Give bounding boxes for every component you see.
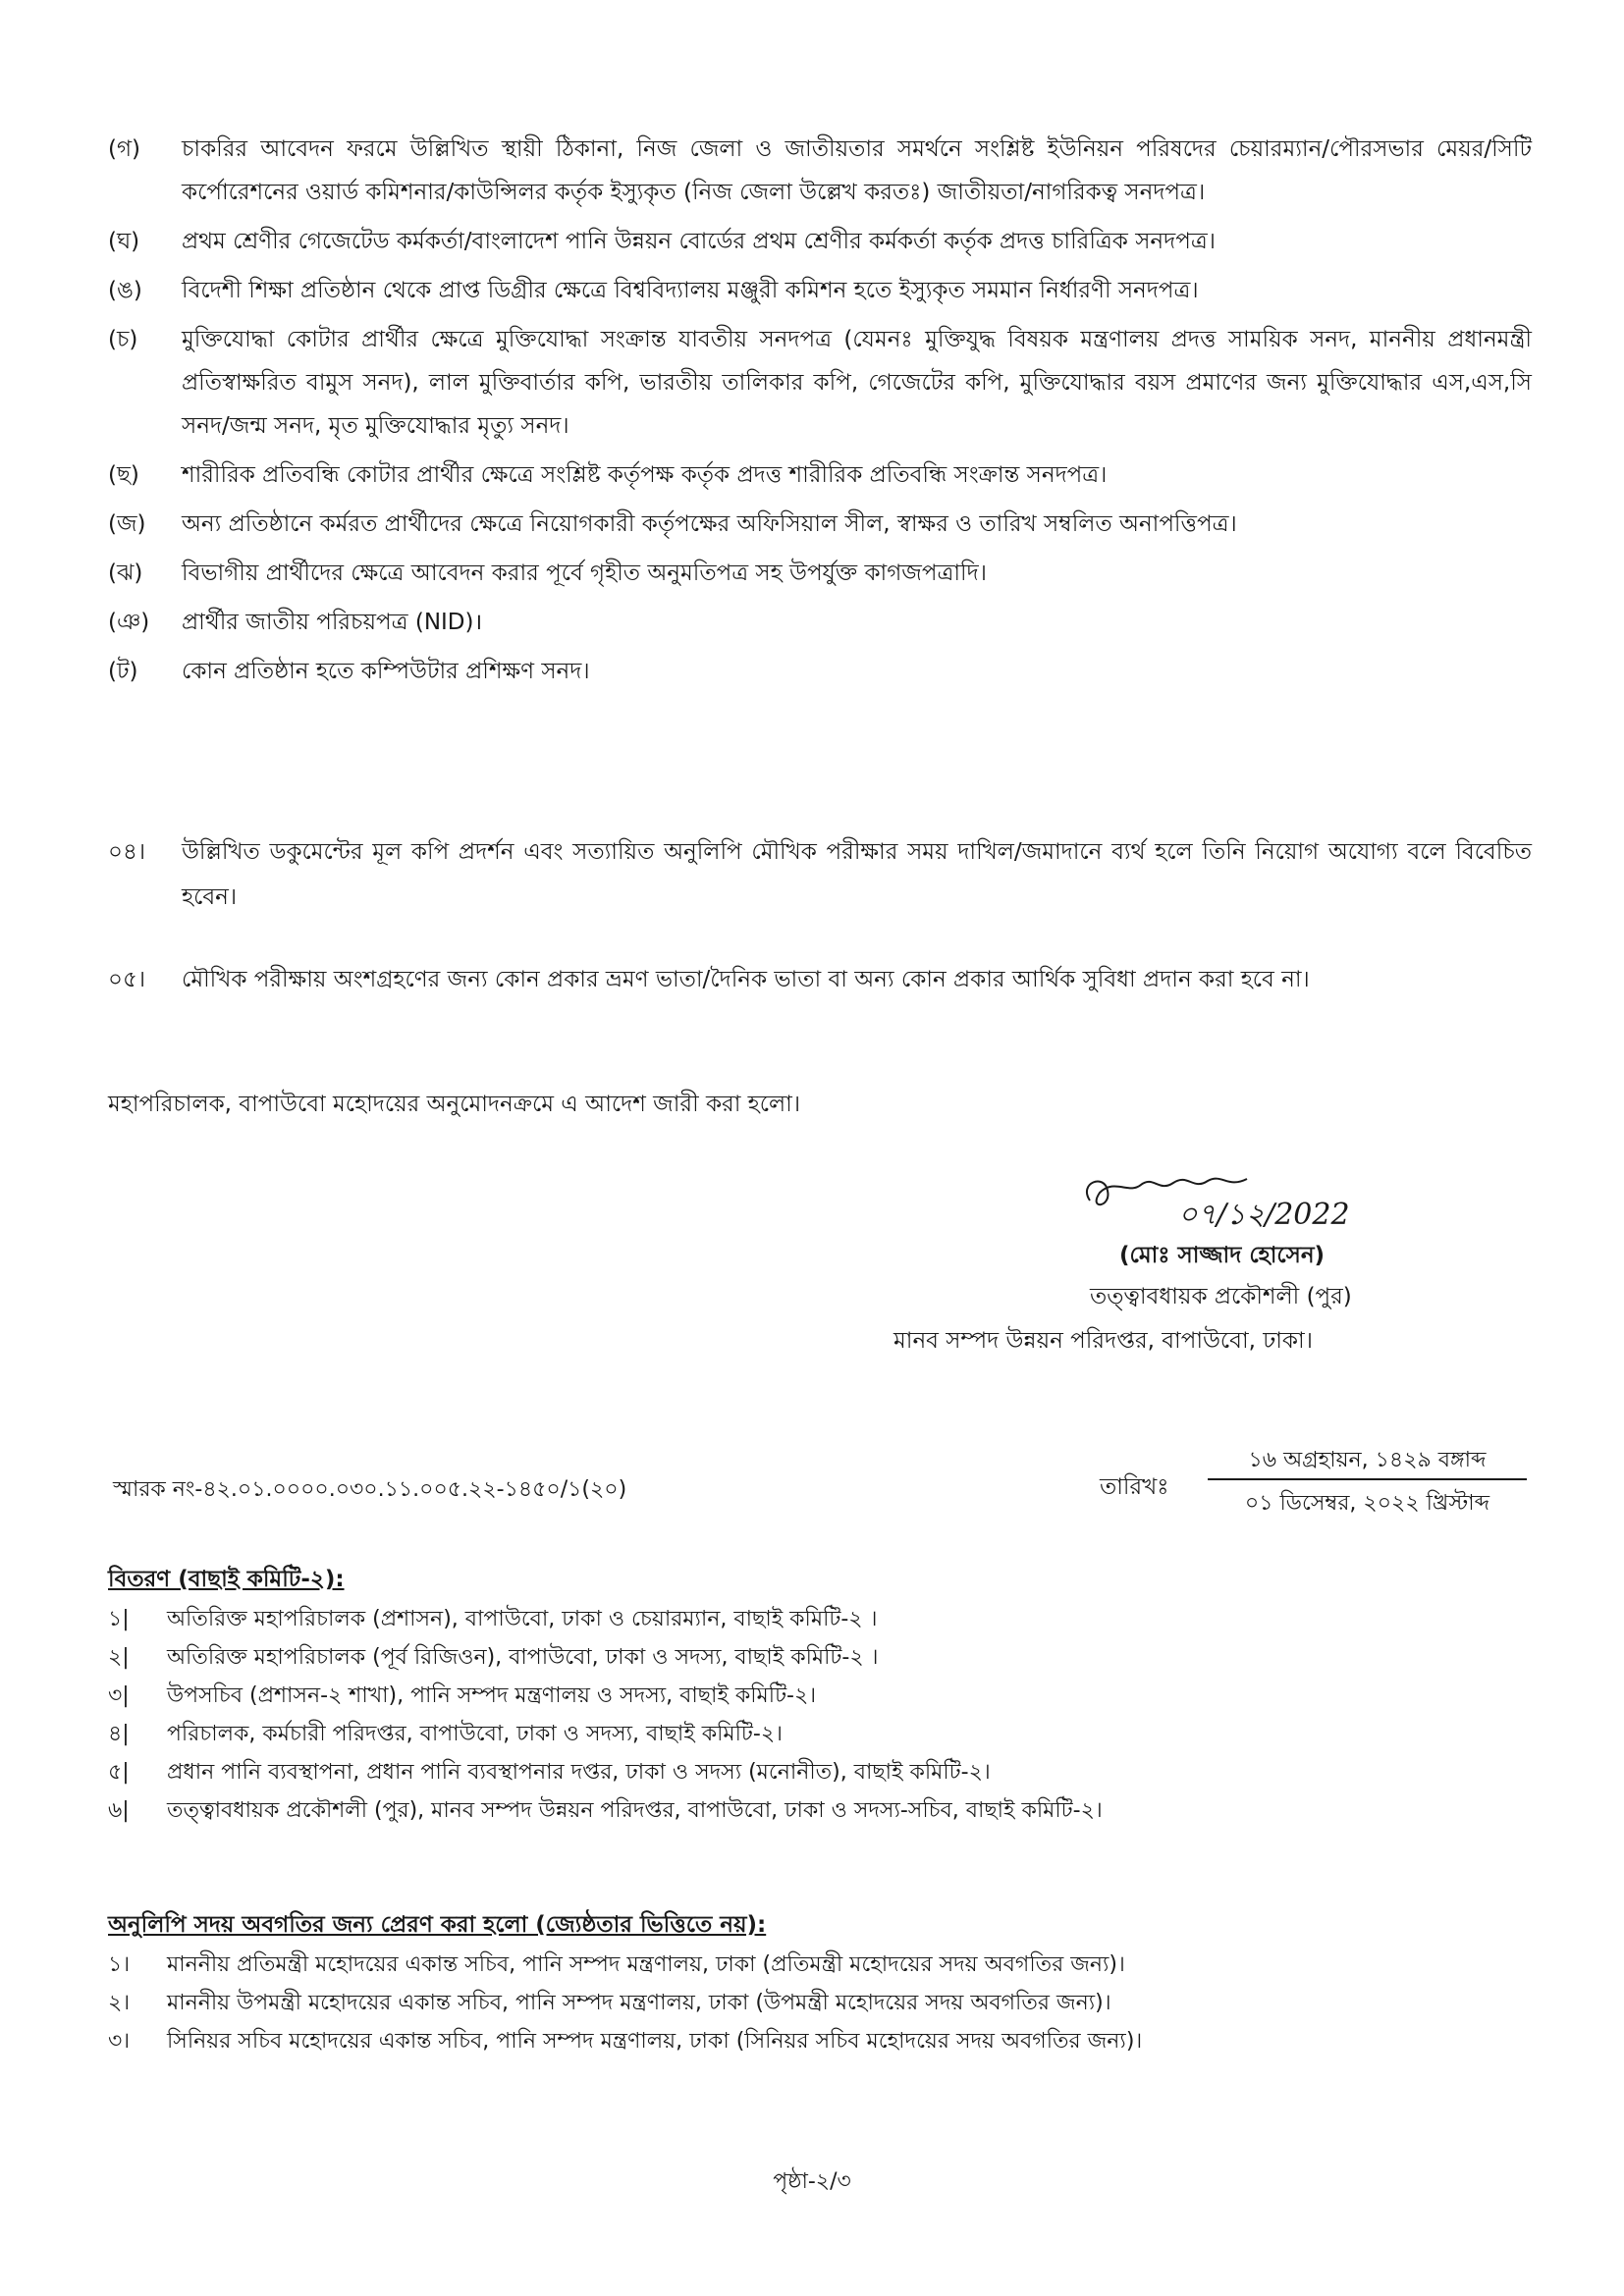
list-item bbox=[108, 1677, 1532, 1715]
list-item bbox=[108, 318, 1532, 448]
copies-list bbox=[108, 1946, 1532, 2060]
item-label: (ট) bbox=[108, 659, 138, 684]
item-text: পরিচালক, কর্মচারী পরিদপ্তর, বাপাউবো, ঢাকা ও সদস্য, বাছাই কমিটি-২। bbox=[167, 1722, 784, 1746]
item-text: প্রধান পানি ব্যবস্থাপনা, প্রধান পানি ব্যবস্থাপনার দপ্তর, ঢাকা ও সদস্য (মনোনীত), বাছাই কমিটি-২। bbox=[167, 1760, 991, 1785]
paragraph-04 bbox=[108, 829, 1532, 920]
item-text: মাননীয় উপমন্ত্রী মহোদয়ের একান্ত সচিব, পানি সম্পদ মন্ত্রণালয়, ঢাকা (উপমন্ত্রী মহোদয়ের সদয় অবগতির জন্য)। bbox=[167, 1991, 1111, 2015]
signatory-office: মানব সম্পদ উন্নয়ন পরিদপ্তর, বাপাউবো, ঢাকা। bbox=[893, 1328, 1313, 1354]
list-item bbox=[108, 1753, 1532, 1791]
list-item bbox=[108, 1638, 1532, 1677]
item-text: চাকরির আবেদন ফরমে উল্লিখিত স্থায়ী ঠিকানা, নিজ জেলা ও জাতীয়তার সমর্থনে সংশ্লিষ্ট ইউনিয়ন পরিষদের চেয়ারম্যান/পৌরসভার মেয়র/সিটি কর্পোরেশনের ওয়ার্ড কমিশনার/কাউন্সিলর কর্তৃক ইস্যুকৃত (নিজ জেলা উল্লেখ করতঃ) জাতীয়তা/নাগরিকত্ব সনদপত্র। bbox=[182, 136, 1532, 205]
signature-date: ০৭/১২/2022 bbox=[1178, 1198, 1350, 1232]
item-text: তত্ত্বাবধায়ক প্রকৌশলী (পুর), মানব সম্পদ উন্নয়ন পরিদপ্তর, বাপাউবো, ঢাকা ও সদস্য-সচিব, বাছাই কমিটি-২। bbox=[167, 1798, 1103, 1823]
item-text: মুক্তিযোদ্ধা কোটার প্রার্থীর ক্ষেত্রে মুক্তিযোদ্ধা সংক্রান্ত যাবতীয় সনদপত্র (যেমনঃ মুক্তিযুদ্ধ বিষয়ক মন্ত্রণালয় প্রদত্ত সাময়িক সনদ, মাননীয় প্রধানমন্ত্রী প্রতিস্বাক্ষরিত বামুস সনদ), লাল মুক্তিবার্তার কপি, ভারতীয় তালিকার কপি, গেজেটের কপি, মুক্তিযোদ্ধার বয়স প্রমাণের জন্য মুক্তিযোদ্ধার এস,এস,সি সনদ/জন্ম সনদ, মৃত মুক্তিযোদ্ধার মৃত্যু সনদ। bbox=[182, 327, 1532, 439]
item-label: (ঘ) bbox=[108, 229, 140, 254]
list-item bbox=[108, 552, 1532, 595]
list-item bbox=[108, 650, 1532, 693]
distribution-list bbox=[108, 1600, 1532, 1830]
item-label: ৬| bbox=[108, 1798, 130, 1823]
order-statement: মহাপরিচালক, বাপাউবো মহোদয়ের অনুমোদনক্রমে এ আদেশ জারী করা হলো। bbox=[108, 1092, 801, 1117]
copies-title: অনুলিপি সদয় অবগতির জন্য প্রেরণ করা হলো (জ্যেষ্ঠতার ভিত্তিতে নয়): bbox=[108, 1912, 767, 1938]
item-label: (জ) bbox=[108, 511, 146, 537]
list-item bbox=[108, 269, 1532, 312]
item-label: ২| bbox=[108, 1645, 130, 1670]
paragraph-text: উল্লিখিত ডকুমেন্টের মূল কপি প্রদর্শন এবং সত্যায়িত অনুলিপি মৌখিক পরীক্ষার সময় দাখিল/জমাদানে ব্যর্থ হলে তিনি নিয়োগ অযোগ্য বলে বিবেচিত হবেন। bbox=[182, 839, 1532, 910]
item-text: প্রার্থীর জাতীয় পরিচয়পত্র (NID)। bbox=[182, 610, 483, 635]
signature-block bbox=[864, 1163, 1512, 1418]
date-label: তারিখঃ bbox=[1100, 1474, 1169, 1500]
list-item bbox=[108, 601, 1532, 644]
item-text: উপসচিব (প্রশাসন-২ শাখা), পানি সম্পদ মন্ত্রণালয় ও সদস্য, বাছাই কমিটি-২। bbox=[167, 1683, 817, 1708]
item-text: সিনিয়র সচিব মহোদয়ের একান্ত সচিব, পানি সম্পদ মন্ত্রণালয়, ঢাকা (সিনিয়র সচিব মহোদয়ের সদয় অবগতির জন্য)। bbox=[167, 2029, 1143, 2054]
distribution-title: বিতরণ (বাছাই কমিটি-২): bbox=[108, 1567, 345, 1592]
item-text: বিভাগীয় প্রার্থীদের ক্ষেত্রে আবেদন করার পূর্বে গৃহীত অনুমতিপত্র সহ উপর্যুক্ত কাগজপত্রাদি। bbox=[182, 561, 987, 586]
list-item bbox=[108, 1984, 1532, 2022]
item-text: বিদেশী শিক্ষা প্রতিষ্ঠান থেকে প্রাপ্ত ডিগ্রীর ক্ষেত্রে বিশ্ববিদ্যালয় মঞ্জুরী কমিশন হতে ইস্যুকৃত সমমান নির্ধারণী সনদপত্র। bbox=[182, 278, 1199, 303]
item-label: (ঝ) bbox=[108, 561, 143, 586]
date-block bbox=[1100, 1443, 1532, 1522]
bangla-date: ১৬ অগ্রহায়ন, ১৪২৯ বঙ্গাব্দ bbox=[1248, 1448, 1487, 1472]
date-divider bbox=[1208, 1478, 1527, 1480]
list-item bbox=[108, 1600, 1532, 1638]
list-item bbox=[108, 1791, 1532, 1830]
item-label: (ঙ) bbox=[108, 278, 142, 303]
list-item bbox=[108, 1946, 1532, 1984]
memo-number: স্মারক নং-৪২.০১.০০০০.০৩০.১১.০০৫.২২-১৪৫০/১(২০) bbox=[113, 1477, 627, 1502]
list-item bbox=[108, 220, 1532, 263]
item-label: ৩। bbox=[108, 2029, 131, 2054]
list-item bbox=[108, 128, 1532, 214]
required-documents-list bbox=[108, 128, 1532, 699]
signatory-designation: তত্ত্বাবধায়ক প্রকৌশলী (পুর) bbox=[1090, 1284, 1352, 1309]
item-label: ২। bbox=[108, 1991, 131, 2015]
page-number: পৃষ্ঠা-২/৩ bbox=[773, 2169, 851, 2194]
item-label: (ছ) bbox=[108, 462, 139, 488]
item-label: (ঞ) bbox=[108, 610, 150, 635]
item-label: (গ) bbox=[108, 136, 141, 162]
item-text: অন্য প্রতিষ্ঠানে কর্মরত প্রার্থীদের ক্ষেত্রে নিয়োগকারী কর্তৃপক্ষের অফিসিয়াল সীল, স্বাক্ষর ও তারিখ সম্বলিত অনাপত্তিপত্র। bbox=[182, 511, 1237, 537]
english-date: ০১ ডিসেম্বর, ২০২২ খ্রিস্টাব্দ bbox=[1244, 1491, 1490, 1516]
item-text: মাননীয় প্রতিমন্ত্রী মহোদয়ের একান্ত সচিব, পানি সম্পদ মন্ত্রণালয়, ঢাকা (প্রতিমন্ত্রী মহোদয়ের সদয় অবগতির জন্য)। bbox=[167, 1952, 1125, 1977]
item-label: ১| bbox=[108, 1607, 130, 1631]
signatory-name: (মোঃ সাজ্জাদ হোসেন) bbox=[1119, 1243, 1326, 1268]
list-item bbox=[108, 454, 1532, 497]
item-label: ১। bbox=[108, 1952, 131, 1977]
item-text: প্রথম শ্রেণীর গেজেটেড কর্মকর্তা/বাংলাদেশ পানি উন্নয়ন বোর্ডের প্রথম শ্রেণীর কর্মকর্তা কর্তৃক প্রদত্ত চারিত্রিক সনদপত্র। bbox=[182, 229, 1216, 254]
item-text: অতিরিক্ত মহাপরিচালক (প্রশাসন), বাপাউবো, ঢাকা ও চেয়ারম্যান, বাছাই কমিটি-২ । bbox=[167, 1607, 878, 1631]
item-label: ৫| bbox=[108, 1760, 130, 1785]
paragraph-number: ০৪। bbox=[108, 839, 146, 865]
item-label: (চ) bbox=[108, 327, 138, 352]
paragraph-text: মৌখিক পরীক্ষায় অংশগ্রহণের জন্য কোন প্রকার ভ্রমণ ভাতা/দৈনিক ভাতা বা অন্য কোন প্রকার আর্থিক সুবিধা প্রদান করা হবে না। bbox=[182, 967, 1310, 992]
item-text: অতিরিক্ত মহাপরিচালক (পূর্ব রিজিওন), বাপাউবো, ঢাকা ও সদস্য, বাছাই কমিটি-২ । bbox=[167, 1645, 879, 1670]
list-item bbox=[108, 503, 1532, 546]
paragraph-05 bbox=[108, 957, 1532, 1002]
list-item bbox=[108, 1715, 1532, 1753]
item-text: কোন প্রতিষ্ঠান হতে কম্পিউটার প্রশিক্ষণ সনদ। bbox=[182, 659, 590, 684]
item-text: শারীরিক প্রতিবন্ধি কোটার প্রার্থীর ক্ষেত্রে সংশ্লিষ্ট কর্তৃপক্ষ কর্তৃক প্রদত্ত শারীরিক প্রতিবন্ধি সংক্রান্ত সনদপত্র। bbox=[182, 462, 1108, 488]
list-item bbox=[108, 2022, 1532, 2060]
paragraph-number: ০৫। bbox=[108, 967, 146, 992]
signature-icon bbox=[1060, 1163, 1453, 1237]
item-label: ৩| bbox=[108, 1683, 130, 1708]
item-label: ৪| bbox=[108, 1722, 130, 1746]
